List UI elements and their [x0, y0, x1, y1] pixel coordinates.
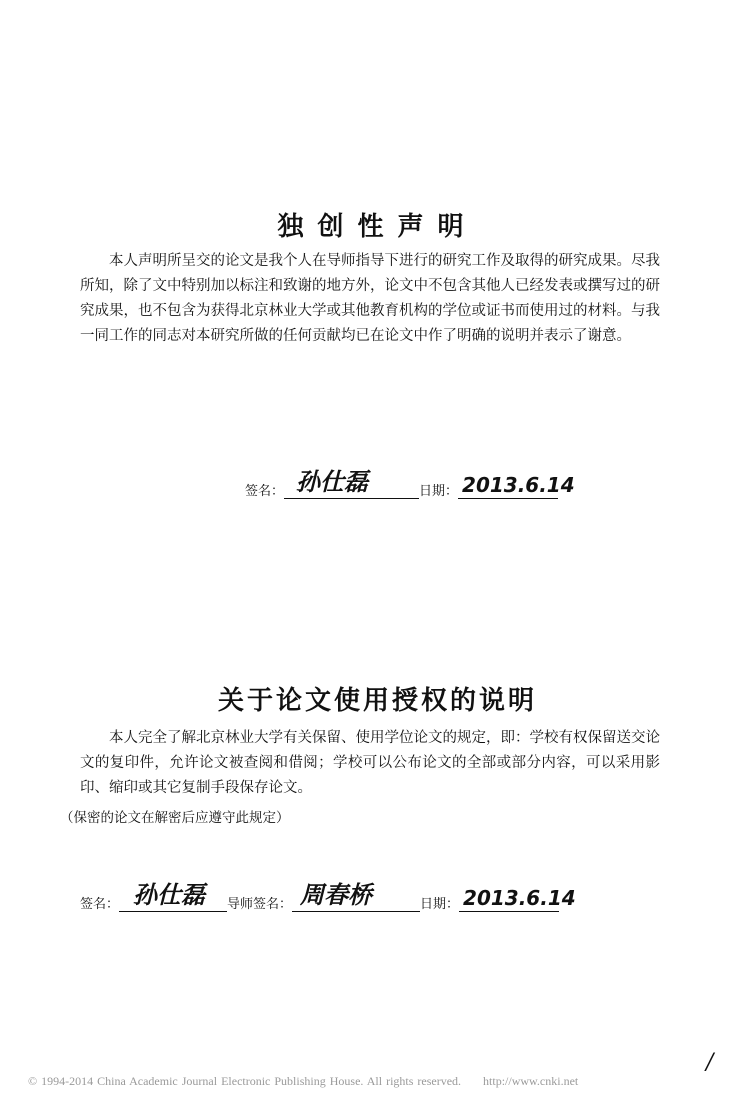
copyright-text: © 1994-2014 China Academic Journal Electronic Publishing House. All rights reserved. [28, 1074, 462, 1088]
handwritten-signature: 孙仕磊 [296, 468, 369, 496]
handwritten-date: 2013.6.14 [462, 473, 575, 497]
advisor-signature-line [292, 881, 420, 912]
declaration-title: 独创性声明 [277, 212, 478, 242]
signature-line [284, 468, 419, 499]
authorization-note: （保密的论文在解密后应遵守此规定） [60, 810, 290, 826]
page-mark: / [706, 1050, 714, 1075]
date-label: 日期： [420, 897, 460, 912]
authorization-title: 关于论文使用授权的说明 [217, 686, 537, 716]
authorization-signature-row [80, 881, 576, 912]
declaration-body: 本人声明所呈交的论文是我个人在导师指导下进行的研究工作及取得的研究成果。尽我所知，除了文中特别加以标注和致谢的地方外，论文中不包含其他人已经发表或撰写过的研究成果，也不包含为获得北京林业大学或其他教育机构的学位或证书而使用过的材料。与我一同工作的同志对本研究所做的任何贡献均已在论文中作了明确的说明并表示了谢意。 [80, 253, 660, 344]
date-line [458, 472, 575, 499]
handwritten-advisor-signature: 周春桥 [300, 881, 373, 909]
authorization-body: 本人完全了解北京林业大学有关保留、使用学位论文的规定，即：学校有权保留送交论文的复印件，允许论文被查阅和借阅；学校可以公布论文的全部或部分内容，可以采用影印、缩印或其它复制手段保存论文。 [80, 730, 660, 796]
footer [28, 1074, 578, 1089]
handwritten-signature: 孙仕磊 [133, 881, 206, 909]
footer-url[interactable]: http://www.cnki.net [483, 1074, 579, 1088]
handwritten-date: 2013.6.14 [463, 886, 576, 910]
declaration-signature-row [245, 468, 575, 499]
date-line [459, 885, 576, 912]
signature-label: 签名： [80, 897, 120, 912]
signature-label: 签名： [245, 484, 285, 499]
date-label: 日期： [419, 484, 459, 499]
signature-line [119, 881, 227, 912]
advisor-signature-label: 导师签名： [227, 897, 293, 912]
